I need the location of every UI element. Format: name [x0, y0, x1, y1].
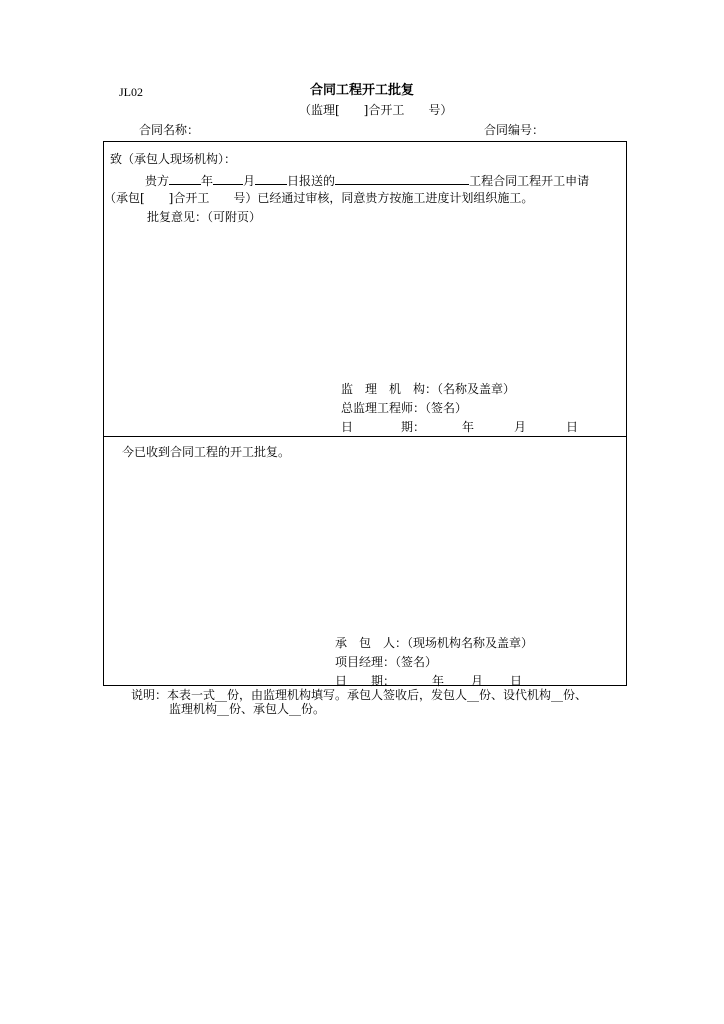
month-blank[interactable] — [213, 173, 243, 185]
application-line — [145, 173, 589, 187]
approval-date-year: 年 — [462, 420, 475, 434]
receipt-date-label: 日 期： — [335, 674, 396, 688]
approval-statement: （承包[ ]合开工 号）已经通过审核，同意贵方按施工进度计划组织施工。 — [104, 191, 534, 205]
chief-engineer-hint: （签名） — [425, 401, 468, 415]
approval-date-day: 日 — [566, 420, 579, 434]
contract-number-label: 合同编号： — [484, 123, 545, 137]
form-title: 合同工程开工批复 — [309, 83, 414, 98]
receipt-text: 今已收到合同工程的开工批复。 — [122, 445, 291, 459]
chief-engineer-row — [341, 402, 467, 414]
receipt-date-month: 月 — [471, 674, 484, 688]
receipt-date-day: 日 — [510, 674, 523, 688]
contractor-row — [335, 637, 533, 649]
addressee-line: 致（承包人现场机构）： — [110, 152, 237, 166]
project-manager-row — [335, 656, 437, 668]
supervisor-org-label: 监 理 机 构： — [341, 382, 438, 396]
contract-name-label: 合同名称： — [139, 123, 200, 137]
chief-engineer-label: 总监理工程师： — [341, 401, 426, 415]
project-name-blank[interactable] — [335, 173, 469, 185]
form-code: JL02 — [119, 85, 143, 99]
para-suffix: 工程合同工程开工申请 — [469, 174, 590, 188]
para-prefix: 贵方 — [145, 174, 170, 188]
receipt-date-year: 年 — [432, 674, 445, 688]
supervisor-org-hint: （名称及盖章） — [437, 382, 516, 396]
supervisor-org-row — [341, 383, 515, 395]
project-manager-label: 项目经理： — [335, 655, 396, 669]
footer-note-line1: 说明：本表一式__份，由监理机构填写。承包人签收后，发包人__份、设代机构__份、 — [131, 688, 588, 702]
year-label: 年 — [201, 174, 214, 188]
contractor-label: 承 包 人： — [335, 636, 408, 650]
approval-date-month: 月 — [514, 420, 527, 434]
contractor-hint: （现场机构名称及盖章） — [407, 636, 534, 650]
project-manager-hint: （签名） — [395, 655, 438, 669]
approval-date-label: 日 期： — [341, 420, 426, 434]
opinion-label: 批复意见：（可附页） — [147, 210, 262, 224]
footer-note-line2: 监理机构__份、承包人__份。 — [169, 702, 326, 716]
day-reported-label: 日报送的 — [287, 174, 336, 188]
month-label: 月 — [243, 174, 256, 188]
day-blank[interactable] — [255, 173, 287, 185]
year-blank[interactable] — [169, 173, 201, 185]
form-subtitle: （监理[ ]合开工 号） — [299, 103, 453, 117]
